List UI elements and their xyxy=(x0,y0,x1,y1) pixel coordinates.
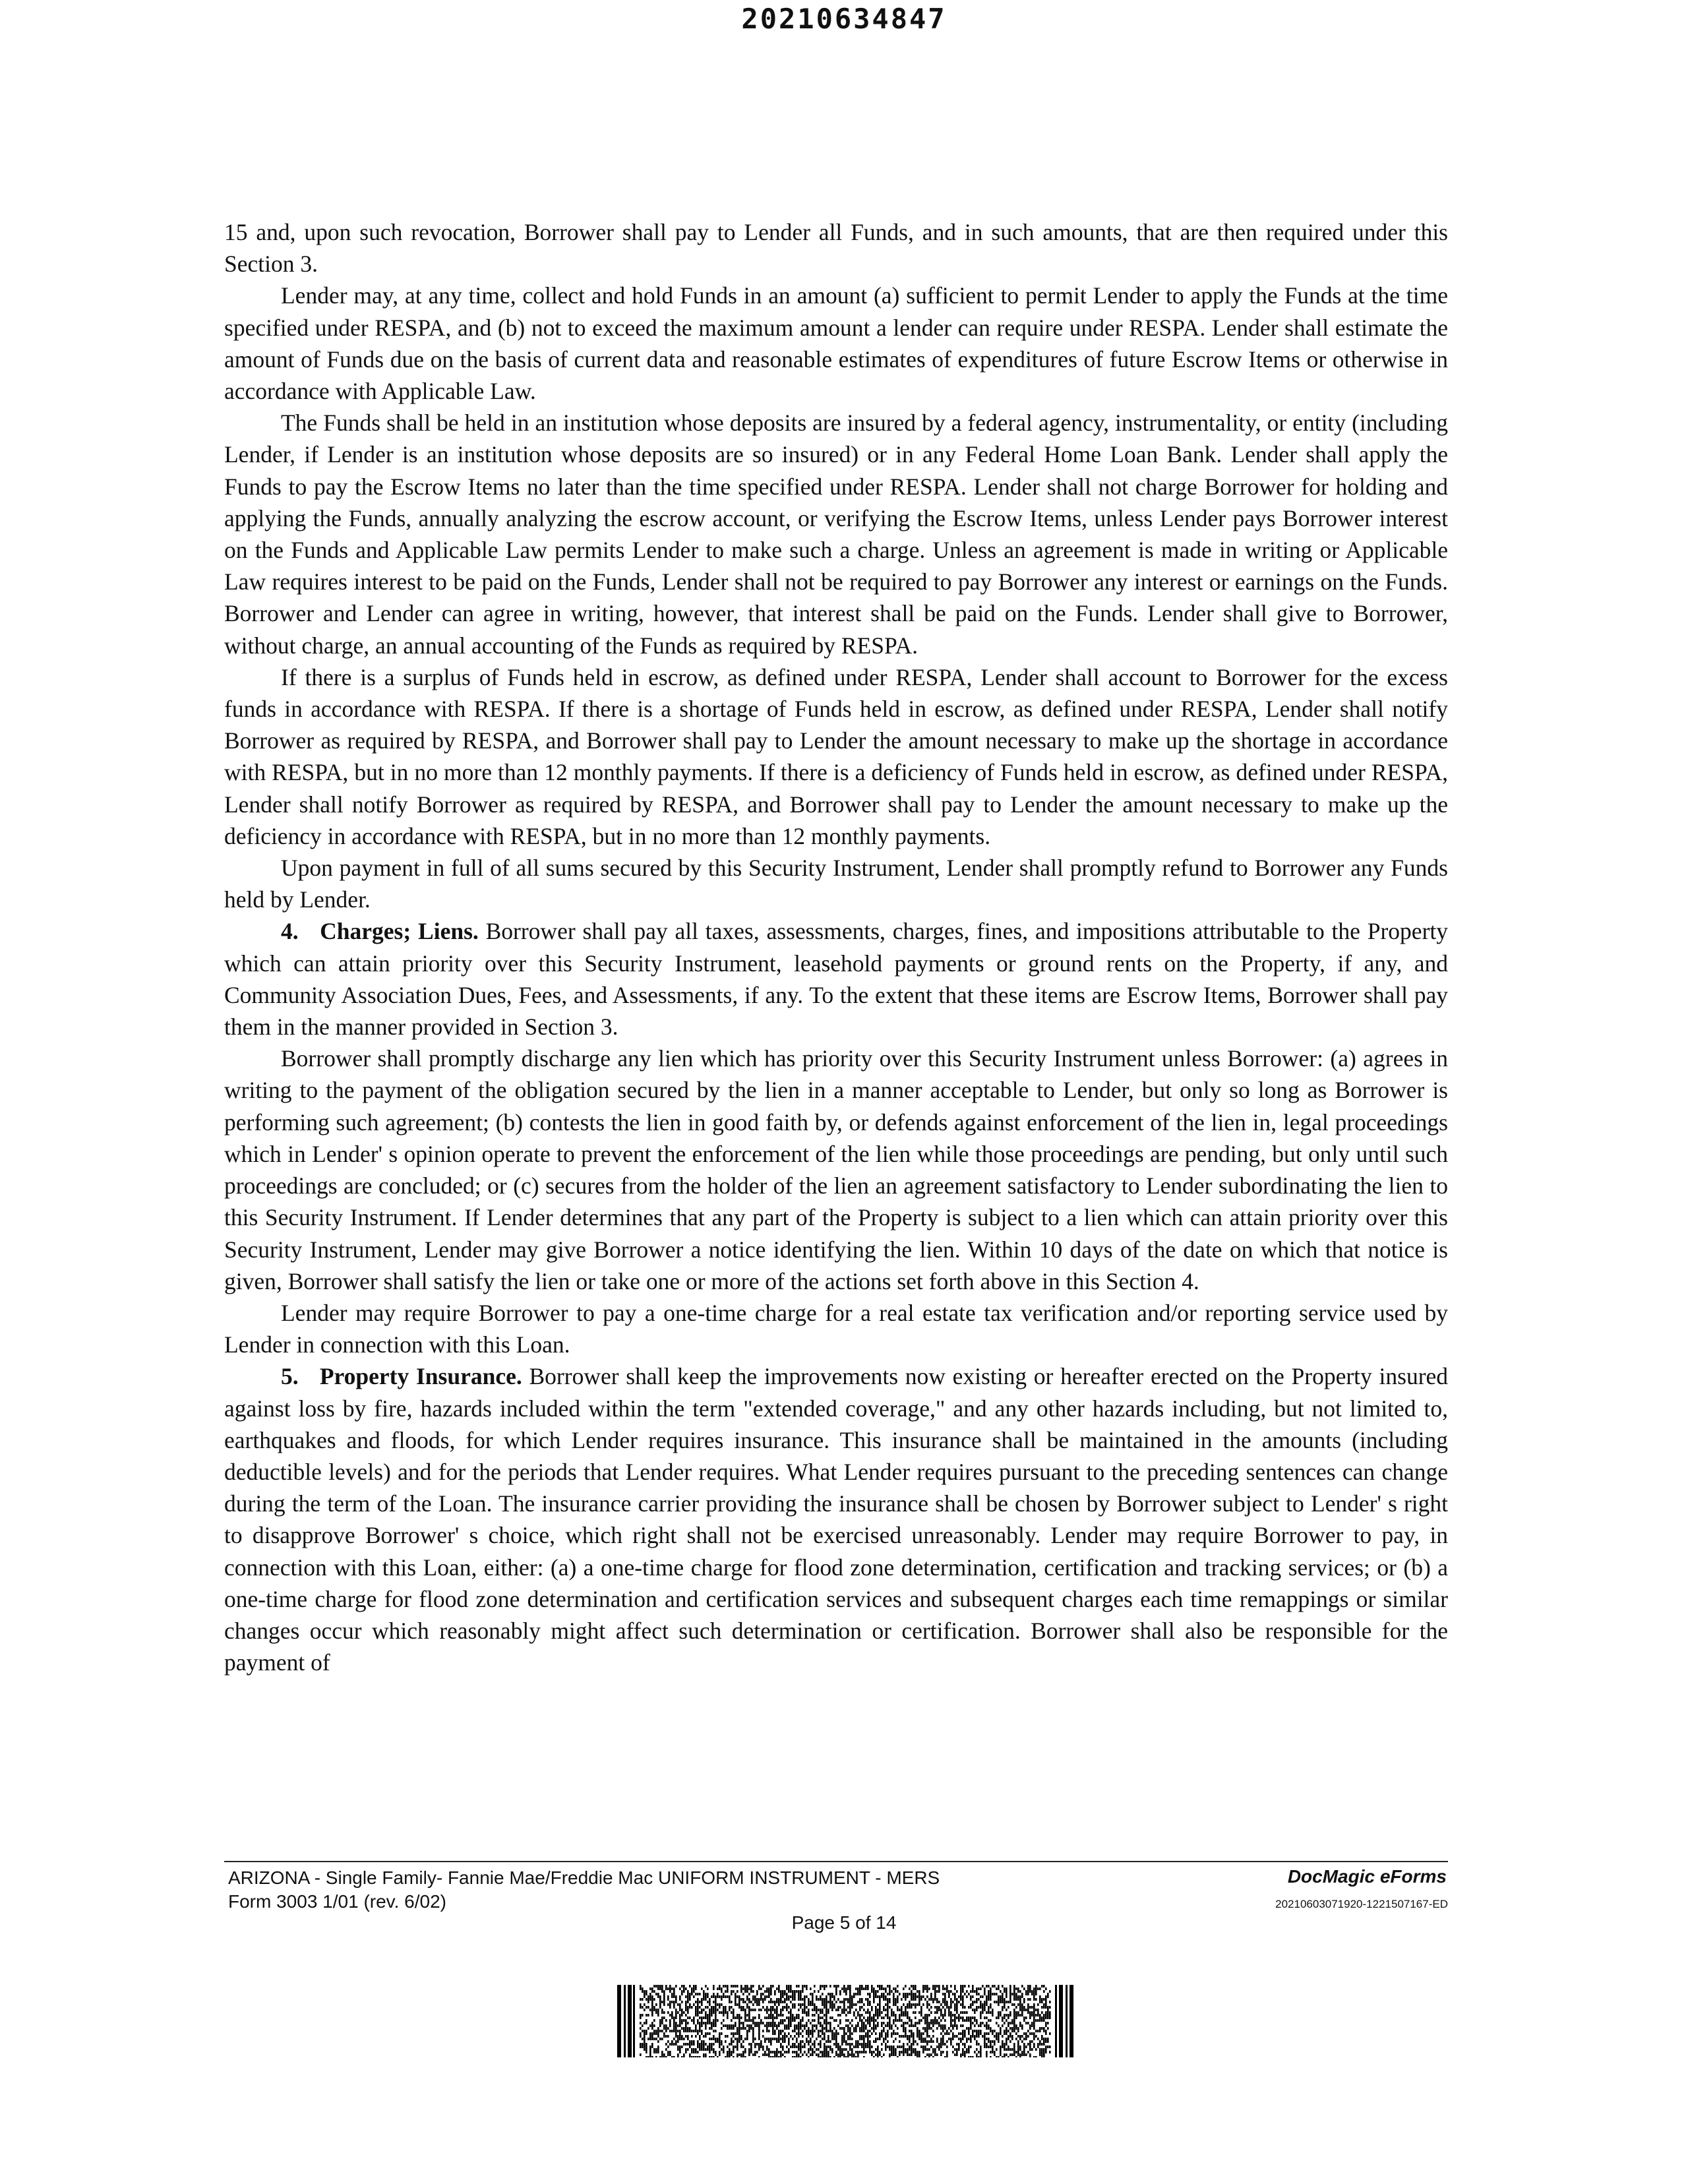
paragraph: Lender may require Borrower to pay a one-time charge for a real estate tax verification and/or reporting service used by Lender in connection with this Loan. xyxy=(224,1299,1448,1358)
section-4-text: Borrower shall pay all taxes, assessments, charges, fines, and impositions attributable to the Property which can attain priority over this Security Instrument, leasehold payments or ground rents on the Property, if any, and Community Association Dues, Fees, and Assessments, if any. To the extent that these items are Escrow Items, Borrower shall pay them in the manner provided in Section 3. xyxy=(224,918,1449,1041)
section-4-paragraph xyxy=(224,915,1448,1043)
section-4-number: 4. xyxy=(281,918,299,945)
paragraph: The Funds shall be held in an institution whose deposits are insured by a federal agency, instrumentality, or entity (including Lender, if Lender is an institution whose deposits are so insured) or in any Federal Home Loan Bank. Lender shall apply the Funds to pay the Escrow Items no later than the time specified under RESPA. Lender shall not charge Borrower for holding and applying the Funds, annually analyzing the escrow account, or verifying the Escrow Items, unless Lender pays Borrower interest on the Funds and Applicable Law permits Lender to make such a charge. Unless an agreement is made in writing or Applicable Law requires interest to be paid on the Funds, Lender shall not be required to pay Borrower any interest or earnings on the Funds. Borrower and Lender can agree in writing, however, that interest shall be paid on the Funds. Lender shall give to Borrower, without charge, an annual accounting of the Funds as required by RESPA. xyxy=(224,410,1448,659)
document-body xyxy=(224,216,1448,1678)
section-5-paragraph xyxy=(224,1360,1448,1678)
document-code: 20210603071920-1221507167-ED xyxy=(1275,1898,1448,1910)
paragraph: Upon payment in full of all sums secured by this Security Instrument, Lender shall promptly refund to Borrower any Funds held by Lender. xyxy=(224,855,1448,913)
paragraph: 15 and, upon such revocation, Borrower shall pay to Lender all Funds, and in such amounts, that are then required under this Section 3. xyxy=(224,219,1448,278)
paragraph: Borrower shall promptly discharge any lien which has priority over this Security Instrument unless Borrower: (a) agrees in writing to the payment of the obligation secured by the lien in a manner acceptable to Lender, but only so long as Borrower is performing such agreement; (b) contests the lien in good faith by, or defends against enforcement of the lien in, legal proceedings which in Lender' s opinion operate to prevent the enforcement of the lien while those proceedings are pending, but only until such proceedings are concluded; or (c) secures from the holder of the lien an agreement satisfactory to Lender subordinating the lien to this Security Instrument. If Lender determines that any part of the Property is subject to a lien which can attain priority over this Security Instrument, Lender may give Borrower a notice identifying the lien. Within 10 days of the date on which that notice is given, Borrower shall satisfy the lien or take one or more of the actions set forth above in this Section 4. xyxy=(224,1045,1448,1294)
barcode-image xyxy=(617,1985,1073,2057)
form-number: Form 3003 1/01 (rev. 6/02) xyxy=(228,1891,446,1912)
docmagic-logo: DocMagic eForms xyxy=(1287,1866,1447,1887)
section-4-heading: Charges; Liens. xyxy=(320,918,479,945)
section-5-heading: Property Insurance. xyxy=(319,1363,522,1390)
section-5-text: Borrower shall keep the improvements now existing or hereafter erected on the Property insured against loss by fire, hazards included within the term "extended coverage," and any other hazards including, but not limited to, earthquakes and floods, for which Lender requires insurance. This insurance shall be maintained in the amounts (including deductible levels) and for the periods that Lender requires. What Lender requires pursuant to the preceding sentences can change during the term of the Loan. The insurance carrier providing the insurance shall be chosen by Borrower subject to Lender' s right to disapprove Borrower' s choice, which right shall not be exercised unreasonably. Lender may require Borrower to pay, in connection with this Loan, either: (a) a one-time charge for flood zone determination, certification and tracking services; or (b) a one-time charge for flood zone determination and certification services and subsequent charges each time remappings or similar changes occur which reasonably might affect such determination or certification. Borrower shall also be responsible for the payment of xyxy=(224,1363,1449,1676)
paragraph: Lender may, at any time, collect and hold Funds in an amount (a) sufficient to permit Lender to apply the Funds at the time specified under RESPA, and (b) not to exceed the maximum amount a lender can require under RESPA. Lender shall estimate the amount of Funds due on the basis of current data and reasonable estimates of expenditures of future Escrow Items or otherwise in accordance with Applicable Law. xyxy=(224,282,1448,405)
paragraph: If there is a surplus of Funds held in escrow, as defined under RESPA, Lender shall account to Borrower for the excess funds in accordance with RESPA. If there is a shortage of Funds held in escrow, as defined under RESPA, Lender shall notify Borrower as required by RESPA, and Borrower shall pay to Lender the amount necessary to make up the shortage in accordance with RESPA, but in no more than 12 monthly payments. If there is a deficiency of Funds held in escrow, as defined under RESPA, Lender shall notify Borrower as required by RESPA, and Borrower shall pay to Lender the amount necessary to make up the deficiency in accordance with RESPA, but in no more than 12 monthly payments. xyxy=(224,663,1448,849)
footer-divider xyxy=(224,1861,1448,1862)
document-number: 20210634847 xyxy=(741,3,947,35)
form-title: ARIZONA - Single Family- Fannie Mae/Freddie Mac UNIFORM INSTRUMENT - MERS xyxy=(228,1867,940,1888)
page-number: Page 5 of 14 xyxy=(791,1912,897,1933)
section-5-number: 5. xyxy=(281,1363,299,1390)
